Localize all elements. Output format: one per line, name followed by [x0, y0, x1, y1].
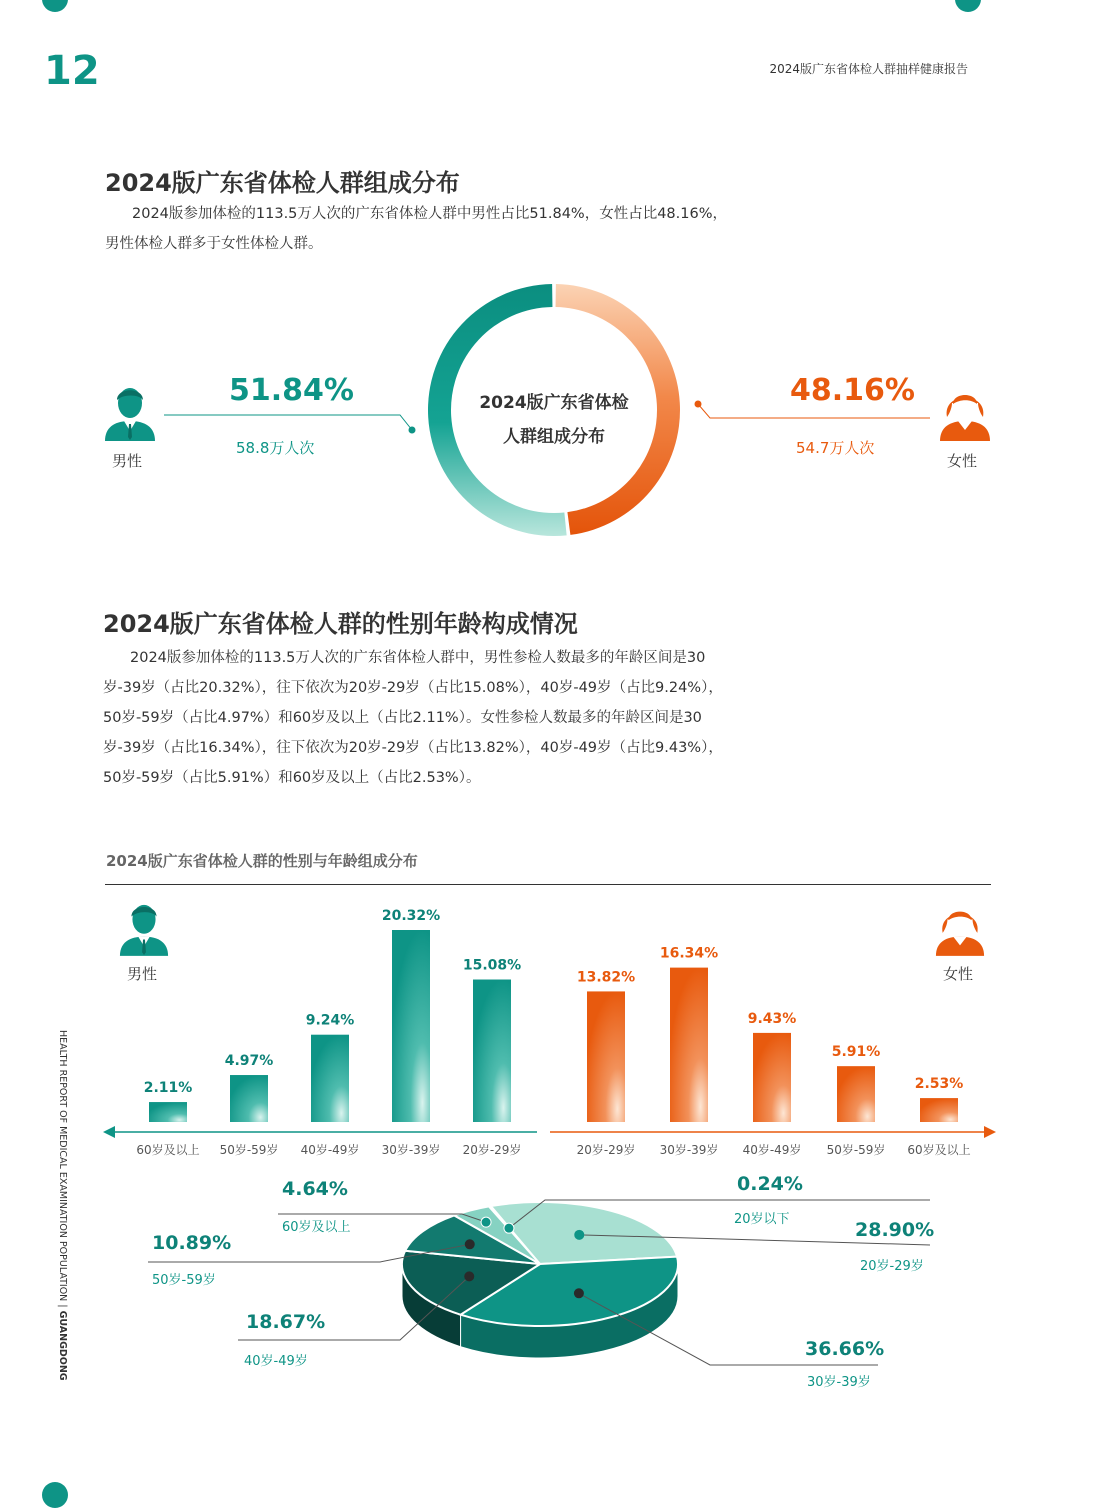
- female-bar-value: 9.43%: [747, 1010, 797, 1027]
- section1-paragraph: [105, 199, 825, 259]
- pie-pct-30-39: 36.66%: [805, 1338, 885, 1360]
- section1-para-line2: 男性体检人群多于女性体检人群。: [105, 236, 323, 252]
- female-bar: [920, 1098, 958, 1122]
- page-number: 12: [44, 48, 100, 94]
- bar-chart-female-label: 女性: [943, 965, 974, 983]
- male-axis-label: 50岁-59岁: [219, 1143, 279, 1157]
- pie-label-50-59: 50岁-59岁: [152, 1273, 216, 1288]
- female-percentage: 48.16%: [790, 373, 915, 408]
- running-title: 2024版广东省体检人群抽样健康报告: [769, 62, 968, 76]
- male-avatar-icon: [103, 383, 157, 441]
- corner-dot-top-left: [42, 0, 68, 12]
- female-avatar-icon: [938, 383, 992, 441]
- female-axis-label: 40岁-49岁: [742, 1143, 802, 1157]
- female-bar: [670, 968, 708, 1122]
- pie-anchor-60-plus: [481, 1217, 491, 1227]
- side-text-region: GUANGDONG: [57, 1310, 68, 1381]
- female-count: 54.7万人次: [796, 439, 875, 457]
- pie-pct-60-plus: 4.64%: [282, 1178, 348, 1200]
- pie-label-40-49: 40岁-49岁: [244, 1354, 308, 1369]
- chart-title-rule: [105, 884, 991, 885]
- male-count: 58.8万人次: [236, 439, 315, 457]
- pie-anchor-50-59: [465, 1239, 475, 1249]
- male-bar: [230, 1075, 268, 1122]
- donut-center-line1: 2024版广东省体检: [479, 393, 629, 413]
- side-text-separator: |: [57, 1304, 68, 1308]
- corner-dot-top-right: [955, 0, 981, 12]
- female-axis-label: 20岁-29岁: [576, 1143, 636, 1157]
- pie-label-20-29: 20岁-29岁: [860, 1259, 924, 1274]
- pie-label-under-20: 20岁以下: [734, 1212, 790, 1227]
- male-bar: [149, 1102, 187, 1122]
- male-bar: [473, 980, 511, 1122]
- gender-age-bar-chart: [0, 890, 1102, 1170]
- section2-paragraph: [103, 643, 823, 793]
- male-bar-value: 2.11%: [143, 1080, 193, 1097]
- female-leader-line: [690, 395, 940, 425]
- male-bar-value: 20.32%: [381, 908, 441, 924]
- pie-label-60-plus: 60岁及以上: [282, 1220, 351, 1235]
- section2-para-line: 50岁-59岁（占比5.91%）和60岁及以上（占比2.53%）。: [103, 770, 481, 786]
- female-bar-value: 5.91%: [831, 1044, 881, 1061]
- female-bar: [587, 991, 625, 1122]
- pie-pct-50-59: 10.89%: [152, 1232, 232, 1254]
- pie-pct-40-49: 18.67%: [246, 1311, 326, 1333]
- section2-para-line: 岁-39岁（占比16.34%），往下依次为20岁-29岁（占比13.82%），40岁-49岁（占比9.43%），: [103, 740, 723, 756]
- male-axis-label: 60岁及以上: [136, 1143, 200, 1157]
- pie-label-30-39: 30岁-39岁: [807, 1375, 871, 1390]
- female-bar: [753, 1033, 791, 1122]
- corner-dot-bottom-left: [42, 1482, 68, 1508]
- female-axis-label: 30岁-39岁: [659, 1143, 719, 1157]
- female-bar: [837, 1066, 875, 1122]
- age-distribution-3d-pie-chart: [0, 1170, 1102, 1410]
- male-axis-label: 30岁-39岁: [381, 1143, 441, 1157]
- section2-para-line: 岁-39岁（占比20.32%），往下依次为20岁-29岁（占比15.08%），40岁-49岁（占比9.24%），: [103, 680, 723, 696]
- section1-title: 2024版广东省体检人群组成分布: [105, 169, 460, 197]
- pie-anchor-under-20: [504, 1223, 514, 1233]
- pie-anchor-20-29: [574, 1230, 584, 1240]
- female-bar-value: 2.53%: [914, 1076, 964, 1093]
- female-axis-arrow: [984, 1126, 996, 1138]
- male-bar-value: 15.08%: [462, 957, 522, 974]
- pie-anchor-40-49: [464, 1271, 474, 1281]
- side-text-prefix: HEALTH REPORT OF MEDICAL EXAMINATION POPULATION: [57, 1030, 68, 1302]
- donut-center-line2: 人群组成分布: [503, 427, 605, 447]
- female-bar-value: 16.34%: [659, 945, 719, 962]
- section2-title: 2024版广东省体检人群的性别年龄构成情况: [103, 610, 578, 638]
- male-bar: [311, 1035, 349, 1122]
- female-label: 女性: [947, 452, 978, 470]
- male-axis-label: 20岁-29岁: [462, 1143, 522, 1157]
- pie-pct-20-29: 28.90%: [855, 1219, 935, 1241]
- bar-chart-male-label: 男性: [127, 965, 158, 983]
- male-bar-value: 4.97%: [224, 1053, 274, 1070]
- donut-center-label: [466, 386, 642, 454]
- female-bar-value: 13.82%: [576, 969, 636, 986]
- male-bar-value: 9.24%: [305, 1012, 355, 1029]
- section2-para-line: 50岁-59岁（占比4.97%）和60岁及以上（占比2.11%）。女性参检人数最多的年龄区间是30: [103, 710, 702, 726]
- section1-para-line1: 2024版参加体检的113.5万人次的广东省体检人群中男性占比51.84%，女性占比48.16%，: [132, 206, 727, 222]
- section2-para-line: 2024版参加体检的113.5万人次的广东省体检人群中，男性参检人数最多的年龄区间是30: [130, 650, 706, 666]
- male-leader-line: [160, 408, 424, 438]
- male-bar: [392, 930, 430, 1122]
- male-axis-arrow: [103, 1126, 115, 1138]
- pie-pct-under-20: 0.24%: [737, 1173, 803, 1195]
- male-axis-label: 40岁-49岁: [300, 1143, 360, 1157]
- male-label: 男性: [112, 452, 143, 470]
- chart-title: 2024版广东省体检人群的性别与年龄组成分布: [106, 852, 418, 870]
- female-axis-label: 60岁及以上: [907, 1143, 971, 1157]
- pie-anchor-30-39: [574, 1288, 584, 1298]
- male-percentage: 51.84%: [229, 373, 354, 408]
- female-axis-label: 50岁-59岁: [826, 1143, 886, 1157]
